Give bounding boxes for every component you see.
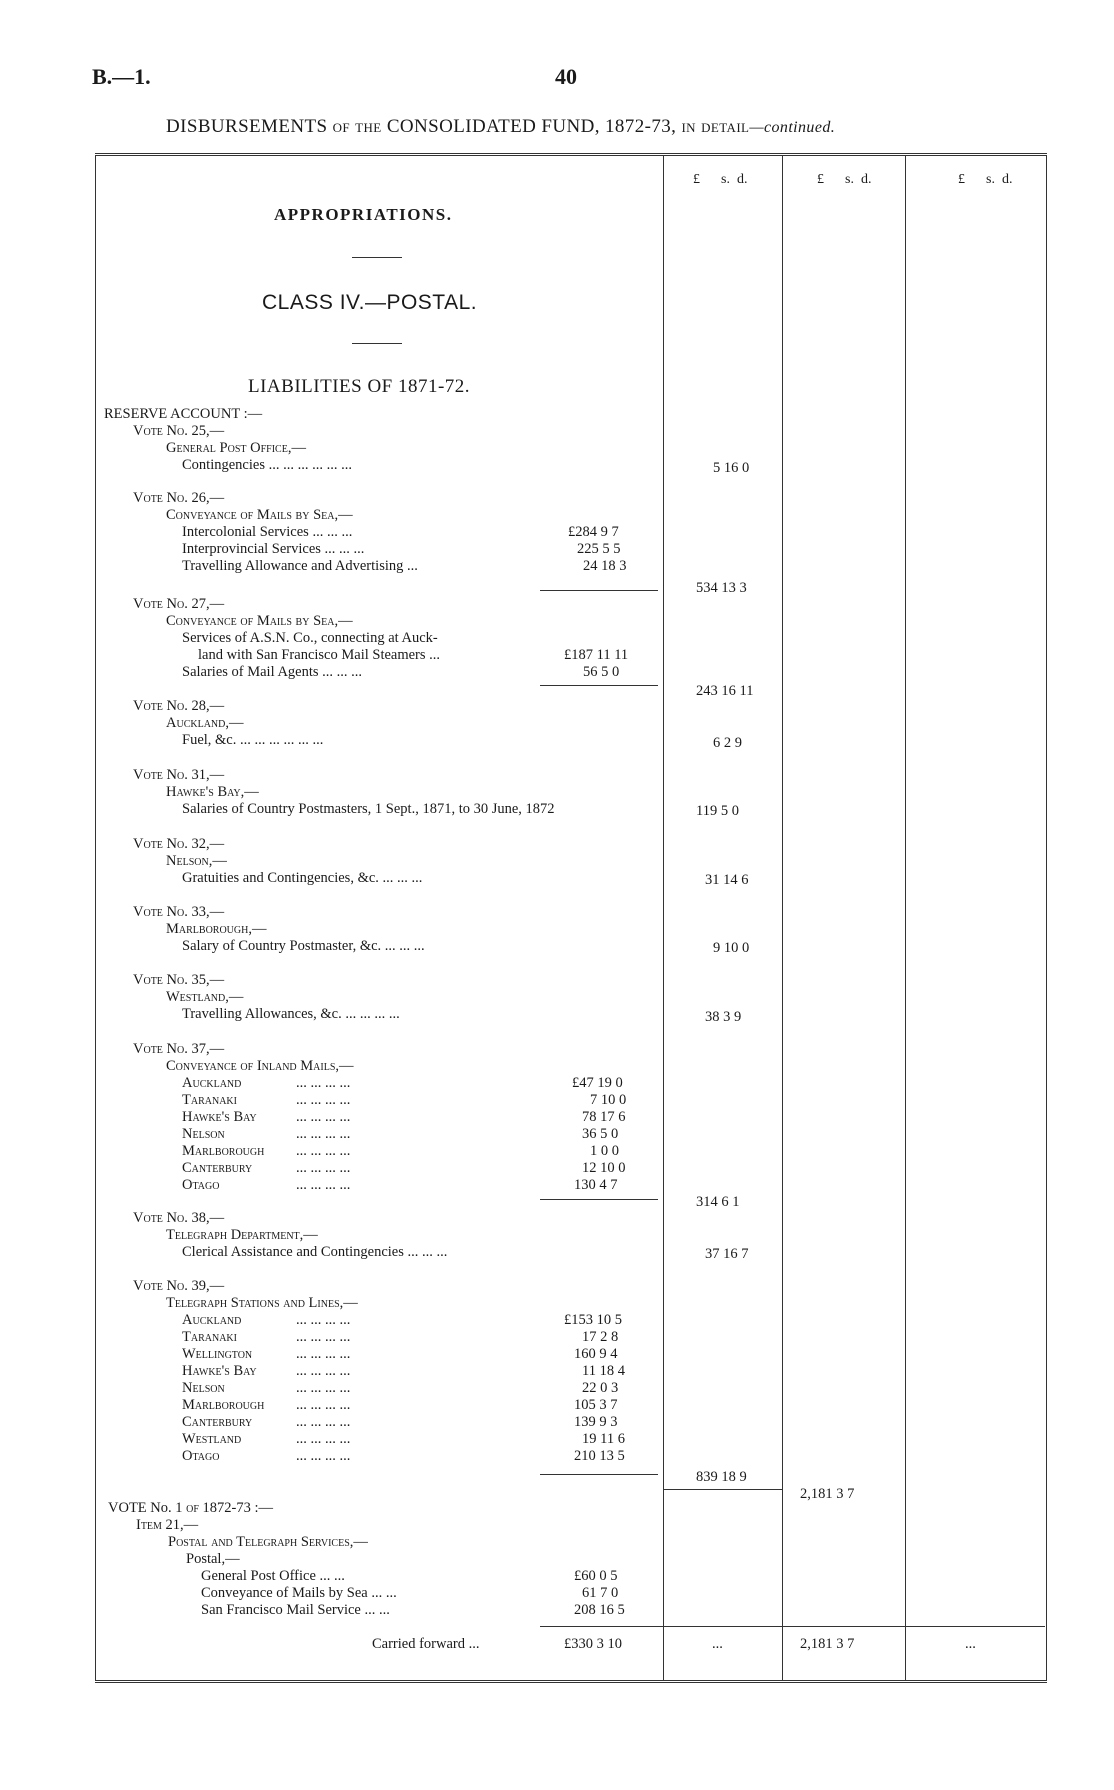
vote-35-label: Vote No. 35,— xyxy=(133,972,225,988)
vote-32-total: 31 14 6 xyxy=(705,872,749,888)
vote-39-dots-3: ... ... ... ... xyxy=(296,1346,351,1362)
heading-rule-2 xyxy=(352,343,402,344)
vote-1-item: Item 21,— xyxy=(136,1517,199,1533)
vote-37-label: Vote No. 37,— xyxy=(133,1041,225,1057)
vote-38-total: 37 16 7 xyxy=(705,1246,749,1262)
col1-shillings: s. xyxy=(721,172,730,187)
vote-1-label xyxy=(108,1500,273,1517)
vote-33-item: Salary of Country Postmaster, &c. ... ... ... xyxy=(182,938,425,954)
title-word: DISBURSEMENTS xyxy=(166,116,328,137)
col1-pence: d. xyxy=(736,172,748,187)
vote-1-amount-2: 61 7 0 xyxy=(582,1585,619,1601)
vote-39-amount-3: 160 9 4 xyxy=(574,1346,618,1362)
col3-header xyxy=(958,172,1012,188)
vote-37-amount-6: 12 10 0 xyxy=(582,1160,626,1176)
vote-39-dots-7: ... ... ... ... xyxy=(296,1414,351,1430)
carried-forward-label: Carried forward ... xyxy=(372,1636,480,1652)
vote-26-label: Vote No. 26,— xyxy=(133,490,225,506)
vote-26-line-1: Intercolonial Services ... ... ... xyxy=(182,524,353,540)
liabilities-heading: LIABILITIES OF 1871-72. xyxy=(248,376,471,397)
title-in-detail: in detail xyxy=(681,116,750,137)
vote-27-label: Vote No. 27,— xyxy=(133,596,225,612)
col3-shillings: s. xyxy=(986,172,995,187)
vote-1-amount-1: £60 0 5 xyxy=(574,1568,618,1584)
vote-38-label: Vote No. 38,— xyxy=(133,1210,225,1226)
vote-32-dept: Nelson,— xyxy=(166,853,227,869)
vote-1-postal: Postal,— xyxy=(186,1551,240,1567)
vote-37-line-1: Auckland xyxy=(182,1075,242,1091)
vote-32-item: Gratuities and Contingencies, &c. ... ... ... xyxy=(182,870,423,886)
vote-37-sum-rule xyxy=(540,1199,658,1200)
vote-39-amount-7: 139 9 3 xyxy=(574,1414,618,1430)
appropriations-heading: APPROPRIATIONS. xyxy=(274,205,453,224)
vote-39-dots-5: ... ... ... ... xyxy=(296,1380,351,1396)
vote-37-dots-5: ... ... ... ... xyxy=(296,1143,351,1159)
col2-shillings: s. xyxy=(845,172,854,187)
vote-37-line-3: Hawke's Bay xyxy=(182,1109,257,1125)
table-bottom-rule xyxy=(95,1682,1047,1683)
vote-27-amount-2: £187 11 11 xyxy=(564,647,629,663)
vote-1-year: of 1872-73 :— xyxy=(186,1500,274,1516)
vote-1-title: VOTE No. 1 xyxy=(108,1500,183,1516)
vote-39-dots-8: ... ... ... ... xyxy=(296,1431,351,1447)
vote-28-label: Vote No. 28,— xyxy=(133,698,225,714)
vote-35-dept: Westland,— xyxy=(166,989,244,1005)
vote-37-line-5: Marlborough xyxy=(182,1143,265,1159)
title-fund: CONSOLIDATED FUND, 1872-73, xyxy=(386,116,677,137)
vote-39-line-3: Wellington xyxy=(182,1346,253,1362)
liabilities-grand-total: 2,181 3 7 xyxy=(800,1486,855,1502)
vote-38-item: Clerical Assistance and Contingencies ... ... ... xyxy=(182,1244,448,1260)
vote-31-total: 119 5 0 xyxy=(696,803,739,819)
vote-27-amount-3: 56 5 0 xyxy=(583,664,620,680)
carried-forward-top-rule xyxy=(540,1626,1045,1627)
vote-31-item: Salaries of Country Postmasters, 1 Sept., 1871, to 30 June, 1872 xyxy=(182,801,555,817)
vote-37-dots-6: ... ... ... ... xyxy=(296,1160,351,1176)
vote-37-amount-1: £47 19 0 xyxy=(572,1075,623,1091)
reserve-account-heading: RESERVE ACCOUNT :— xyxy=(104,406,263,422)
vote-37-line-4: Nelson xyxy=(182,1126,225,1142)
vote-26-amount-1: £284 9 7 xyxy=(568,524,619,540)
vote-31-label: Vote No. 31,— xyxy=(133,767,225,783)
carried-forward-col2: 2,181 3 7 xyxy=(800,1636,855,1652)
vote-37-total: 314 6 1 xyxy=(696,1194,740,1210)
vote-28-item: Fuel, &c. ... ... ... ... ... ... xyxy=(182,732,324,748)
vote-1-line-1: General Post Office ... ... xyxy=(201,1568,345,1584)
vote-25-item: Contingencies ... ... ... ... ... ... xyxy=(182,457,352,473)
vote-37-dots-2: ... ... ... ... xyxy=(296,1092,351,1108)
vote-39-dots-2: ... ... ... ... xyxy=(296,1329,351,1345)
vote-1-service: Postal and Telegraph Services,— xyxy=(168,1534,368,1550)
vote-37-dots-1: ... ... ... ... xyxy=(296,1075,351,1091)
vote-37-amount-7: 130 4 7 xyxy=(574,1177,618,1193)
vote-39-amount-6: 105 3 7 xyxy=(574,1397,618,1413)
vote-26-dept: Conveyance of Mails by Sea,— xyxy=(166,507,353,523)
vote-27-sum-rule xyxy=(540,685,658,686)
vote-35-item: Travelling Allowances, &c. ... ... ... ... xyxy=(182,1006,400,1022)
vote-35-total: 38 3 9 xyxy=(705,1009,742,1025)
vote-37-dots-7: ... ... ... ... xyxy=(296,1177,351,1193)
vote-37-line-6: Canterbury xyxy=(182,1160,253,1176)
carried-forward-col3: ... xyxy=(965,1636,976,1652)
col3-pound: £ xyxy=(958,172,965,187)
title-continued: —continued. xyxy=(749,119,836,136)
document-reference: B.—1. xyxy=(92,64,151,89)
header-top-rule xyxy=(95,153,1047,154)
vote-37-amount-3: 78 17 6 xyxy=(582,1109,626,1125)
vote-39-dots-4: ... ... ... ... xyxy=(296,1363,351,1379)
vote-27-dept: Conveyance of Mails by Sea,— xyxy=(166,613,353,629)
col3-pence: d. xyxy=(1001,172,1013,187)
heading-rule-1 xyxy=(352,257,402,258)
class-heading: CLASS IV.—POSTAL. xyxy=(262,291,478,314)
col2-header xyxy=(817,172,871,188)
col1-left-rule xyxy=(663,155,664,1681)
vote-39-dots-1: ... ... ... ... xyxy=(296,1312,351,1328)
vote-37-dept: Conveyance of Inland Mails,— xyxy=(166,1058,354,1074)
vote-33-label: Vote No. 33,— xyxy=(133,904,225,920)
vote-25-total: 5 16 0 xyxy=(713,460,750,476)
vote-39-line-1: Auckland xyxy=(182,1312,242,1328)
page-number: 40 xyxy=(555,64,577,89)
vote-39-amount-4: 11 18 4 xyxy=(582,1363,625,1379)
vote-39-total: 839 18 9 xyxy=(696,1469,747,1485)
vote-39-label: Vote No. 39,— xyxy=(133,1278,225,1294)
vote-39-amount-5: 22 0 3 xyxy=(582,1380,619,1396)
vote-25-label: Vote No. 25,— xyxy=(133,423,225,439)
vote-32-label: Vote No. 32,— xyxy=(133,836,225,852)
vote-1-line-3: San Francisco Mail Service ... ... xyxy=(201,1602,390,1618)
vote-27-line-2: land with San Francisco Mail Steamers ... xyxy=(198,647,441,663)
vote-27-total: 243 16 11 xyxy=(696,683,754,699)
vote-28-dept: Auckland,— xyxy=(166,715,244,731)
vote-39-line-2: Taranaki xyxy=(182,1329,237,1345)
col1-header xyxy=(693,172,747,188)
vote-39-line-9: Otago xyxy=(182,1448,220,1464)
carried-forward-col1: ... xyxy=(712,1636,723,1652)
vote-1-amount-3: 208 16 5 xyxy=(574,1602,625,1618)
col1-pound: £ xyxy=(693,172,700,187)
vote-39-line-7: Canterbury xyxy=(182,1414,253,1430)
vote-37-line-2: Taranaki xyxy=(182,1092,237,1108)
col3-left-rule xyxy=(905,155,906,1681)
vote-39-dots-9: ... ... ... ... xyxy=(296,1448,351,1464)
vote-26-line-3: Travelling Allowance and Advertising ... xyxy=(182,558,418,574)
vote-39-dots-6: ... ... ... ... xyxy=(296,1397,351,1413)
vote-37-dots-3: ... ... ... ... xyxy=(296,1109,351,1125)
vote-33-total: 9 10 0 xyxy=(713,940,750,956)
vote-27-line-3: Salaries of Mail Agents ... ... ... xyxy=(182,664,363,680)
col2-left-rule xyxy=(782,155,783,1681)
carried-forward-amount: £330 3 10 xyxy=(564,1636,622,1652)
title-of-the: of the xyxy=(332,116,382,137)
vote-39-amount-8: 19 11 6 xyxy=(582,1431,625,1447)
vote-37-amount-5: 1 0 0 xyxy=(590,1143,619,1159)
vote-28-total: 6 2 9 xyxy=(713,735,742,751)
vote-26-sum-rule xyxy=(540,590,658,591)
vote-33-dept: Marlborough,— xyxy=(166,921,267,937)
liabilities-sum-rule xyxy=(663,1489,782,1490)
vote-39-dept: Telegraph Stations and Lines,— xyxy=(166,1295,358,1311)
vote-39-amount-9: 210 13 5 xyxy=(574,1448,625,1464)
vote-25-dept: General Post Office,— xyxy=(166,440,306,456)
vote-1-line-2: Conveyance of Mails by Sea ... ... xyxy=(201,1585,397,1601)
vote-37-amount-2: 7 10 0 xyxy=(590,1092,627,1108)
vote-26-amount-3: 24 18 3 xyxy=(583,558,627,574)
vote-26-total: 534 13 3 xyxy=(696,580,747,596)
vote-39-line-6: Marlborough xyxy=(182,1397,265,1413)
vote-27-line-1: Services of A.S.N. Co., connecting at Auck- xyxy=(182,630,438,646)
col2-pence: d. xyxy=(860,172,872,187)
vote-39-line-5: Nelson xyxy=(182,1380,225,1396)
vote-39-sum-rule xyxy=(540,1474,658,1475)
vote-38-dept: Telegraph Department,— xyxy=(166,1227,318,1243)
vote-37-amount-4: 36 5 0 xyxy=(582,1126,619,1142)
vote-37-line-7: Otago xyxy=(182,1177,220,1193)
vote-26-amount-2: 225 5 5 xyxy=(577,541,621,557)
vote-39-amount-1: £153 10 5 xyxy=(564,1312,622,1328)
vote-39-line-8: Westland xyxy=(182,1431,242,1447)
vote-39-line-4: Hawke's Bay xyxy=(182,1363,257,1379)
vote-39-amount-2: 17 2 8 xyxy=(582,1329,619,1345)
col2-pound: £ xyxy=(817,172,824,187)
page-title xyxy=(166,116,835,138)
vote-37-dots-4: ... ... ... ... xyxy=(296,1126,351,1142)
vote-26-line-2: Interprovincial Services ... ... ... xyxy=(182,541,365,557)
vote-31-dept: Hawke's Bay,— xyxy=(166,784,259,800)
